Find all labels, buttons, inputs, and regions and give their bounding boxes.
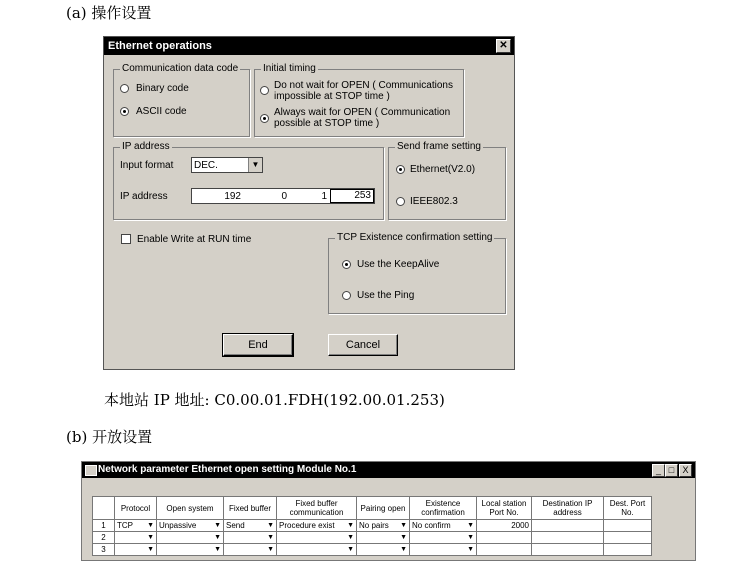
- column-header: Fixed buffer: [224, 497, 277, 520]
- chevron-down-icon[interactable]: ▼: [267, 533, 274, 541]
- chevron-down-icon[interactable]: ▼: [467, 533, 474, 541]
- chevron-down-icon[interactable]: ▼: [214, 533, 221, 541]
- fb-comm-cell[interactable]: [277, 520, 357, 532]
- ip-address-group: [113, 141, 384, 220]
- ascii-code-label: ASCII code: [136, 106, 187, 117]
- fixed-buffer-cell[interactable]: [224, 532, 277, 544]
- column-header: Dest. Port No.: [604, 497, 652, 520]
- dest-ip-cell[interactable]: [532, 532, 604, 544]
- ethernet-v2-label: Ethernet(V2.0): [410, 164, 476, 175]
- column-header: Destination IP address: [532, 497, 604, 520]
- table-row: [93, 532, 652, 544]
- dialog-title: Ethernet operations: [104, 37, 514, 55]
- chevron-down-icon[interactable]: ▼: [248, 158, 262, 172]
- column-header: Pairing open: [357, 497, 410, 520]
- ethernet-operations-dialog: [103, 36, 515, 370]
- ieee8023-label: IEEE802.3: [410, 196, 458, 207]
- ping-radio[interactable]: [342, 291, 351, 300]
- existence-cell[interactable]: [410, 544, 477, 556]
- pairing-cell[interactable]: [357, 532, 410, 544]
- ascii-code-radio[interactable]: [120, 107, 129, 116]
- pairing-cell[interactable]: [357, 544, 410, 556]
- protocol-value: TCP: [117, 520, 133, 530]
- enable-write-checkbox[interactable]: [121, 234, 131, 244]
- fixed-buffer-cell[interactable]: [224, 520, 277, 532]
- fb-comm-cell[interactable]: [277, 532, 357, 544]
- always-wait-label: Always wait for OPEN ( Communication possible at STOP time ): [274, 107, 451, 129]
- group-label: Initial timing: [263, 63, 316, 74]
- ieee8023-radio[interactable]: [396, 197, 405, 206]
- column-header: Protocol: [115, 497, 157, 520]
- column-header: Fixed buffer communication: [277, 497, 357, 520]
- fixed-buffer-value: Send: [226, 520, 245, 530]
- open-system-cell[interactable]: [157, 532, 224, 544]
- end-button[interactable]: End: [223, 334, 293, 356]
- dest-port-cell[interactable]: [604, 520, 652, 532]
- protocol-cell[interactable]: [115, 520, 157, 532]
- ethernet-v2-radio[interactable]: [396, 165, 405, 174]
- chevron-down-icon[interactable]: ▼: [147, 521, 154, 529]
- ping-label: Use the Ping: [357, 290, 415, 301]
- ip-octet-2[interactable]: 0: [281, 191, 287, 202]
- protocol-cell[interactable]: [115, 544, 157, 556]
- chevron-down-icon[interactable]: ▼: [400, 533, 407, 541]
- window-menu-icon[interactable]: [85, 465, 97, 476]
- ip-octet-3[interactable]: 1: [321, 191, 327, 202]
- always-wait-radio[interactable]: [260, 114, 269, 123]
- network-parameter-window: [81, 461, 696, 561]
- chevron-down-icon[interactable]: ▼: [467, 545, 474, 553]
- open-system-cell[interactable]: [157, 544, 224, 556]
- chevron-down-icon[interactable]: ▼: [347, 521, 354, 529]
- row-number: 1: [93, 520, 115, 532]
- group-label: Send frame setting: [397, 141, 481, 152]
- cancel-button[interactable]: Cancel: [328, 334, 398, 356]
- chevron-down-icon[interactable]: ▼: [214, 545, 221, 553]
- binary-code-label: Binary code: [136, 83, 189, 94]
- group-label: IP address: [122, 141, 170, 152]
- header-row: [93, 497, 652, 520]
- communication-data-code-group: [113, 63, 250, 137]
- chevron-down-icon[interactable]: ▼: [147, 545, 154, 553]
- caption-b: (b) 开放设置: [66, 428, 153, 446]
- fb-comm-value: Procedure exist: [279, 520, 335, 530]
- existence-cell[interactable]: [410, 520, 477, 532]
- pairing-cell[interactable]: [357, 520, 410, 532]
- open-system-value: Unpassive: [159, 520, 197, 530]
- ip-octet-1[interactable]: 192: [224, 191, 241, 202]
- chevron-down-icon[interactable]: ▼: [267, 545, 274, 553]
- port-cell[interactable]: [477, 544, 532, 556]
- table-row: [93, 544, 652, 556]
- ip-address-label: IP address: [120, 191, 168, 202]
- enable-write-label: Enable Write at RUN time: [137, 234, 252, 245]
- dest-ip-cell[interactable]: [532, 520, 604, 532]
- table-row: [93, 520, 652, 532]
- chevron-down-icon[interactable]: ▼: [347, 545, 354, 553]
- chevron-down-icon[interactable]: ▼: [400, 521, 407, 529]
- dest-port-cell[interactable]: [604, 544, 652, 556]
- existence-value: No confirm: [412, 520, 451, 530]
- port-cell[interactable]: 2000: [477, 520, 532, 532]
- chevron-down-icon[interactable]: ▼: [147, 533, 154, 541]
- initial-timing-group: [254, 63, 464, 137]
- close-icon[interactable]: ✕: [496, 39, 511, 53]
- local-ip-caption: 本地站 IP 地址: C0.00.01.FDH(192.00.01.253): [104, 391, 445, 409]
- column-header: Open system: [157, 497, 224, 520]
- group-label: TCP Existence confirmation setting: [337, 232, 493, 243]
- fixed-buffer-cell[interactable]: [224, 544, 277, 556]
- tcp-existence-group: [328, 232, 506, 314]
- input-format-select[interactable]: [191, 157, 263, 173]
- port-cell[interactable]: [477, 532, 532, 544]
- keepalive-radio[interactable]: [342, 260, 351, 269]
- chevron-down-icon[interactable]: ▼: [400, 545, 407, 553]
- row-number: 2: [93, 532, 115, 544]
- chevron-down-icon[interactable]: ▼: [467, 521, 474, 529]
- chevron-down-icon[interactable]: ▼: [347, 533, 354, 541]
- maximize-icon[interactable]: □: [665, 464, 678, 477]
- ip-octet-4[interactable]: 253: [330, 189, 374, 203]
- chevron-down-icon[interactable]: ▼: [267, 521, 274, 529]
- window-title: Network parameter Ethernet open setting Module No.1: [82, 462, 695, 478]
- row-number-header: [93, 497, 115, 520]
- minimize-icon[interactable]: _: [652, 464, 665, 477]
- keepalive-label: Use the KeepAlive: [357, 259, 440, 270]
- do-not-wait-radio[interactable]: [260, 86, 269, 95]
- open-setting-table: [92, 496, 652, 556]
- existence-cell[interactable]: [410, 532, 477, 544]
- column-header: Local station Port No.: [477, 497, 532, 520]
- row-number: 3: [93, 544, 115, 556]
- dest-ip-cell[interactable]: [532, 544, 604, 556]
- send-frame-setting-group: [388, 141, 506, 220]
- close-icon[interactable]: X: [679, 464, 692, 477]
- group-label: Communication data code: [122, 63, 239, 74]
- binary-code-radio[interactable]: [120, 84, 129, 93]
- input-format-value: DEC.: [194, 160, 218, 171]
- caption-a: (a) 操作设置: [66, 4, 152, 22]
- open-system-cell[interactable]: [157, 520, 224, 532]
- column-header: Existence confirmation: [410, 497, 477, 520]
- dest-port-cell[interactable]: [604, 532, 652, 544]
- chevron-down-icon[interactable]: ▼: [214, 521, 221, 529]
- input-format-label: Input format: [120, 160, 174, 171]
- ip-address-input[interactable]: [191, 188, 375, 204]
- do-not-wait-label: Do not wait for OPEN ( Communications impossible at STOP time ): [274, 80, 453, 102]
- pairing-value: No pairs: [359, 520, 389, 530]
- fb-comm-cell[interactable]: [277, 544, 357, 556]
- protocol-cell[interactable]: [115, 532, 157, 544]
